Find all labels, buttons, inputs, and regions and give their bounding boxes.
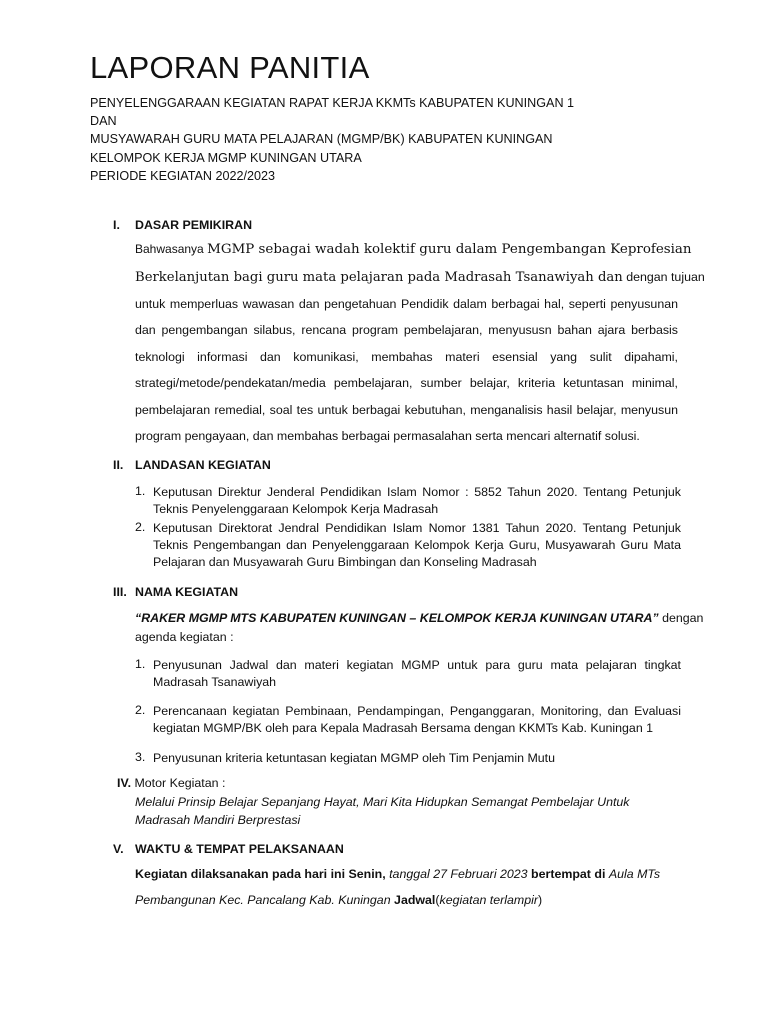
text-run: dengan tujuan [626, 270, 705, 284]
list-number: 1. [135, 657, 146, 671]
list-line: Keputusan Direktur Jenderal Pendidikan Islam Nomor : 5852 Tahun 2020. Tentang Petunjuk [153, 485, 681, 499]
list-line: Keputusan Direktorat Jendral Pendidikan Islam Nomor 1381 Tahun 2020. Tentang Petunjuk [153, 521, 681, 535]
text-run: Kegiatan dilaksanakan pada hari ini Senin, [135, 867, 386, 881]
list-number: 1. [135, 484, 146, 498]
event-place: Aula MTs [608, 867, 661, 881]
motto-line: Madrasah Mandiri Berprestasi [135, 813, 301, 827]
list-text [153, 750, 681, 767]
section-number: III. [113, 585, 127, 599]
section-4-heading [117, 776, 225, 790]
section-number: V. [113, 842, 124, 856]
subtitle-line: KELOMPOK KERJA MGMP KUNINGAN UTARA [90, 150, 362, 165]
text-run: kegiatan terlampir [439, 893, 538, 907]
section-number: I. [113, 218, 120, 232]
paragraph-line [135, 270, 705, 285]
text-run: Berkelanjutan bagi guru mata pelajaran pada Madrasah Tsanawiyah dan [135, 270, 623, 285]
text-run: bertempat di [531, 867, 606, 881]
list-text [153, 703, 681, 737]
list-line: kegiatan MGMP/BK oleh para Kepala Madrasah Bersama dengan KKMTs Kab. Kuningan 1 [153, 721, 654, 735]
section-number: IV. [117, 776, 132, 790]
paragraph-line: dan pengembangan silabus, rencana program pembelajaran, menyususn bahan ajara berbasis [135, 323, 678, 337]
subtitle-line: DAN [90, 114, 117, 129]
list-text [153, 657, 681, 691]
paragraph-line: agenda kegiatan : [135, 630, 234, 644]
section-title: WAKTU & TEMPAT PELAKSANAAN [135, 842, 344, 856]
section-title: NAMA KEGIATAN [135, 585, 239, 599]
document-subtitle [90, 94, 574, 185]
activity-title: “RAKER MGMP MTS KABUPATEN KUNINGAN – KELOMPOK KERJA KUNINGAN UTARA” [135, 611, 659, 625]
list-line: Pelajaran dan Musyawarah Guru Bimbingan dan Konseling Madrasah [153, 555, 537, 569]
text-run: dengan [662, 611, 704, 625]
list-line: Madrasah Tsanawiyah [153, 675, 277, 689]
paragraph-line [135, 242, 692, 257]
event-place: Pembangunan Kec. Pancalang Kab. Kuningan [135, 893, 391, 907]
list-number: 2. [135, 520, 146, 534]
subtitle-line: MUSYAWARAH GURU MATA PELAJARAN (MGMP/BK) KABUPATEN KUNINGAN [90, 132, 553, 147]
section-number: II. [113, 458, 124, 472]
paragraph-line: untuk memperluas wawasan dan pengetahuan Pendidik dalam berbagai hal, seperti penyusunan [135, 297, 678, 311]
paragraph-line [135, 893, 542, 907]
motto-line: Melalui Prinsip Belajar Sepanjang Hayat, Mari Kita Hidupkan Semangat Pembelajar Untuk [135, 795, 630, 809]
paragraph-line: program pengayaan, dan membahas berbagai permasalahan serta mencari alternatif solusi. [135, 429, 640, 443]
list-line: Perencanaan kegiatan Pembinaan, Pendampingan, Penganggaran, Monitoring, dan Evaluasi [153, 704, 681, 718]
section-title: Motor Kegiatan : [134, 776, 226, 790]
paragraph-line [135, 867, 660, 881]
list-line: Teknis Penyelenggaraan Kelompok Kerja Madrasah [153, 502, 439, 516]
section-title: DASAR PEMIKIRAN [135, 218, 253, 232]
list-number: 3. [135, 750, 146, 764]
list-line: Penyusunan kriteria ketuntasan kegiatan MGMP oleh Tim Penjamin Mutu [153, 751, 555, 765]
text-run: ( [435, 893, 440, 907]
section-title: LANDASAN KEGIATAN [135, 458, 271, 472]
list-line: Penyusunan Jadwal dan materi kegiatan MGMP untuk para guru mata pelajaran tingkat [153, 658, 681, 672]
list-line: Teknis Pengembangan dan Penyelenggaraan Kelompok Kerja Guru, Musyawarah Guru Mata [153, 538, 681, 552]
text-run: Jadwal [394, 893, 436, 907]
list-text [153, 484, 681, 518]
paragraph-line: pembelajaran remedial, soal tes untuk berbagai kebutuhan, menganalisis hasil belajar, menyusun [135, 403, 678, 417]
paragraph-line: teknologi informasi dan komunikasi, membahas materi esensial yang sulit dipahami, [135, 350, 678, 364]
document-title: LAPORAN PANITIA [90, 50, 370, 85]
paragraph-line: strategi/metode/pendekatan/media pembelajaran, sumber belajar, kriteria ketuntasan minimal, [135, 376, 678, 390]
list-text [153, 520, 681, 571]
subtitle-line: PERIODE KEGIATAN 2022/2023 [90, 168, 276, 183]
list-number: 2. [135, 703, 146, 717]
text-run: Bahwasanya [135, 242, 204, 256]
text-run: MGMP sebagai wadah kolektif guru dalam Pengembangan Keprofesian [207, 242, 692, 257]
activity-name [135, 611, 704, 625]
text-run: ) [538, 893, 543, 907]
subtitle-line: PENYELENGGARAAN KEGIATAN RAPAT KERJA KKMTs KABUPATEN KUNINGAN 1 [90, 96, 575, 110]
event-date: tanggal 27 Februari 2023 [389, 867, 528, 881]
